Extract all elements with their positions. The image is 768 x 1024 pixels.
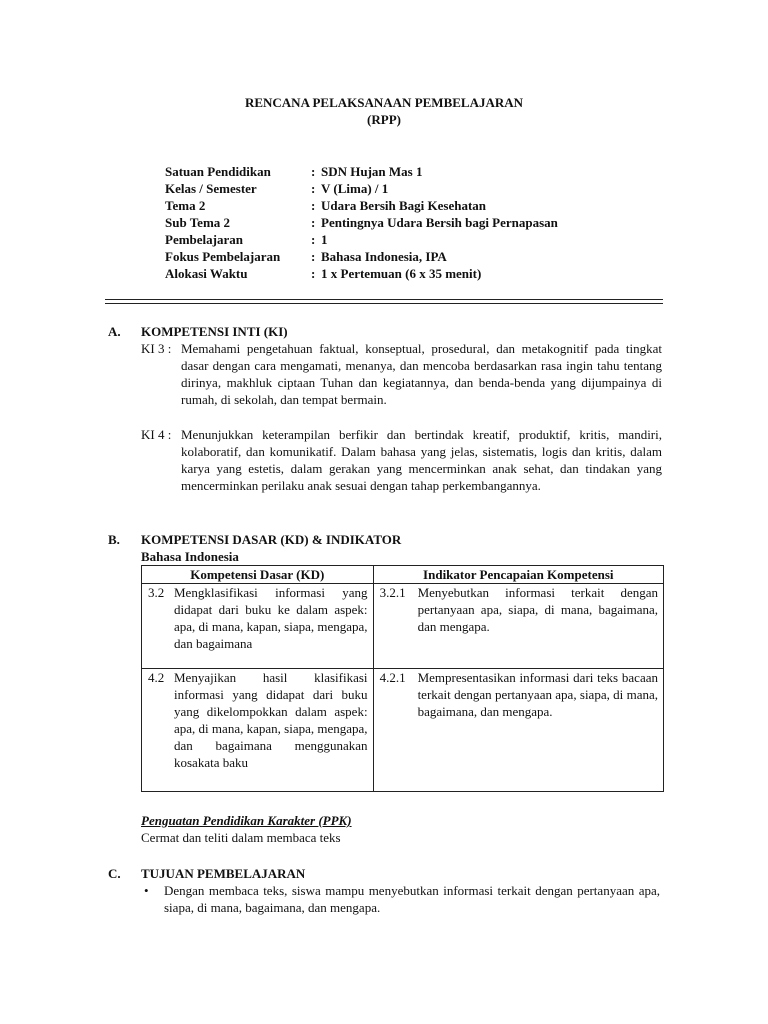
ki-item [141, 340, 662, 408]
identity-value: Pentingnya Udara Bersih bagi Pernapasan [321, 215, 558, 230]
table-header-kd: Kompetensi Dasar (KD) [142, 566, 374, 584]
section-c-title: TUJUAN PEMBELAJARAN [141, 866, 306, 881]
section-a-letter: A. [108, 324, 121, 339]
identity-row [165, 265, 558, 282]
document-title: RENCANA PELAKSANAAN PEMBELAJARAN [244, 95, 524, 110]
divider-line-bottom [105, 303, 663, 304]
identity-value: Udara Bersih Bagi Kesehatan [321, 198, 487, 213]
identity-value: SDN Hujan Mas 1 [321, 164, 423, 179]
section-c-letter: C. [108, 866, 121, 881]
document-subtitle: (RPP) [367, 112, 401, 127]
table-row [142, 669, 664, 792]
identity-colon: : [311, 198, 316, 213]
identity-colon: : [311, 215, 316, 230]
indicator-text: Menyebutkan informasi terkait dengan pertanyaan apa, siapa, di mana, bagaimana, dan mengapa. [417, 585, 658, 634]
identity-label: Satuan Pendidikan [165, 164, 271, 179]
ki-code: KI 3 : [141, 341, 172, 356]
identity-label: Sub Tema 2 [165, 215, 231, 230]
list-item [141, 882, 660, 916]
kd-text: Menyajikan hasil klasifikasi informasi yang didapat dari buku yang dikelompokkan dalam aspek: apa, di mana, kapan, siapa, mengapa, dan bagaimana menggunakan kosakata baku [174, 670, 368, 770]
divider-line-top [105, 299, 663, 300]
identity-row [165, 231, 558, 248]
identity-label: Alokasi Waktu [165, 266, 248, 281]
identity-value: Bahasa Indonesia, IPA [321, 249, 447, 264]
identity-row [165, 180, 558, 197]
indicator-number: 4.2.1 [379, 670, 406, 685]
subject-heading: Bahasa Indonesia [141, 549, 239, 564]
identity-row [165, 248, 558, 265]
identity-value: 1 x Pertemuan (6 x 35 menit) [321, 266, 482, 281]
indicator-cell [373, 584, 663, 669]
identity-value: 1 [321, 232, 328, 247]
kd-number: 3.2 [148, 585, 165, 600]
ki-text: Memahami pengetahuan faktual, konseptual, prosedural, dan metakognitif pada tingkat dasar dengan cara mengamati, menanya, dan mencoba berdasarkan rasa ingin tahu tentang dirinya, makhluk ciptaan Tuhan dan kegiatannya, dan benda-benda yang dijumpainya di rumah, di sekolah, dan tempat bermain. [181, 341, 662, 407]
identity-block [165, 163, 558, 282]
ki-text: Menunjukkan keterampilan berfikir dan bertindak kreatif, produktif, kritis, mandiri, kolaboratif, dan komunikatif. Dalam bahasa yang jelas, sistematis, logis dan kritis, dalam karya yang estetis, dalam gerakan yang mencerminkan anak sehat, dan tindakan yang mencerminkan perilaku anak sesuai dengan tahap perkembangannya. [181, 427, 662, 493]
identity-colon: : [311, 164, 316, 179]
ki-item [141, 426, 662, 494]
table-header-indicator: Indikator Pencapaian Kompetensi [373, 566, 663, 584]
identity-label: Fokus Pembelajaran [165, 249, 281, 264]
objective-text: Dengan membaca teks, siswa mampu menyebutkan informasi terkait dengan pertanyaan apa, siapa, di mana, bagaimana, dan mengapa. [164, 883, 660, 915]
identity-label: Pembelajaran [165, 232, 243, 247]
kd-cell [142, 669, 374, 792]
identity-label: Kelas / Semester [165, 181, 257, 196]
identity-colon: : [311, 266, 316, 281]
table-header-row [142, 566, 664, 584]
identity-row [165, 163, 558, 180]
identity-colon: : [311, 232, 316, 247]
section-b-letter: B. [108, 532, 120, 547]
identity-row [165, 214, 558, 231]
section-a-title: KOMPETENSI INTI (KI) [141, 324, 288, 339]
bullet-icon: • [144, 883, 149, 898]
kd-number: 4.2 [148, 670, 165, 685]
indicator-text: Mempresentasikan informasi dari teks bacaan terkait dengan pertanyaan apa, siapa, di mana, bagaimana, dan mengapa. [417, 670, 658, 719]
identity-label: Tema 2 [165, 198, 206, 213]
kd-text: Mengklasifikasi informasi yang didapat dari buku ke dalam aspek: apa, di mana, kapan, siapa, mengapa, dan bagaimana [174, 585, 368, 651]
indicator-cell [373, 669, 663, 792]
indicator-number: 3.2.1 [379, 585, 406, 600]
kd-table [141, 565, 664, 792]
identity-row [165, 197, 558, 214]
identity-colon: : [311, 181, 316, 196]
ppk-text: Cermat dan teliti dalam membaca teks [141, 830, 341, 845]
identity-value: V (Lima) / 1 [321, 181, 389, 196]
kd-cell [142, 584, 374, 669]
ppk-title: Penguatan Pendidikan Karakter (PPK) [141, 813, 352, 828]
identity-colon: : [311, 249, 316, 264]
ki-code: KI 4 : [141, 427, 172, 442]
table-row [142, 584, 664, 669]
section-b-title: KOMPETENSI DASAR (KD) & INDIKATOR [141, 532, 402, 547]
